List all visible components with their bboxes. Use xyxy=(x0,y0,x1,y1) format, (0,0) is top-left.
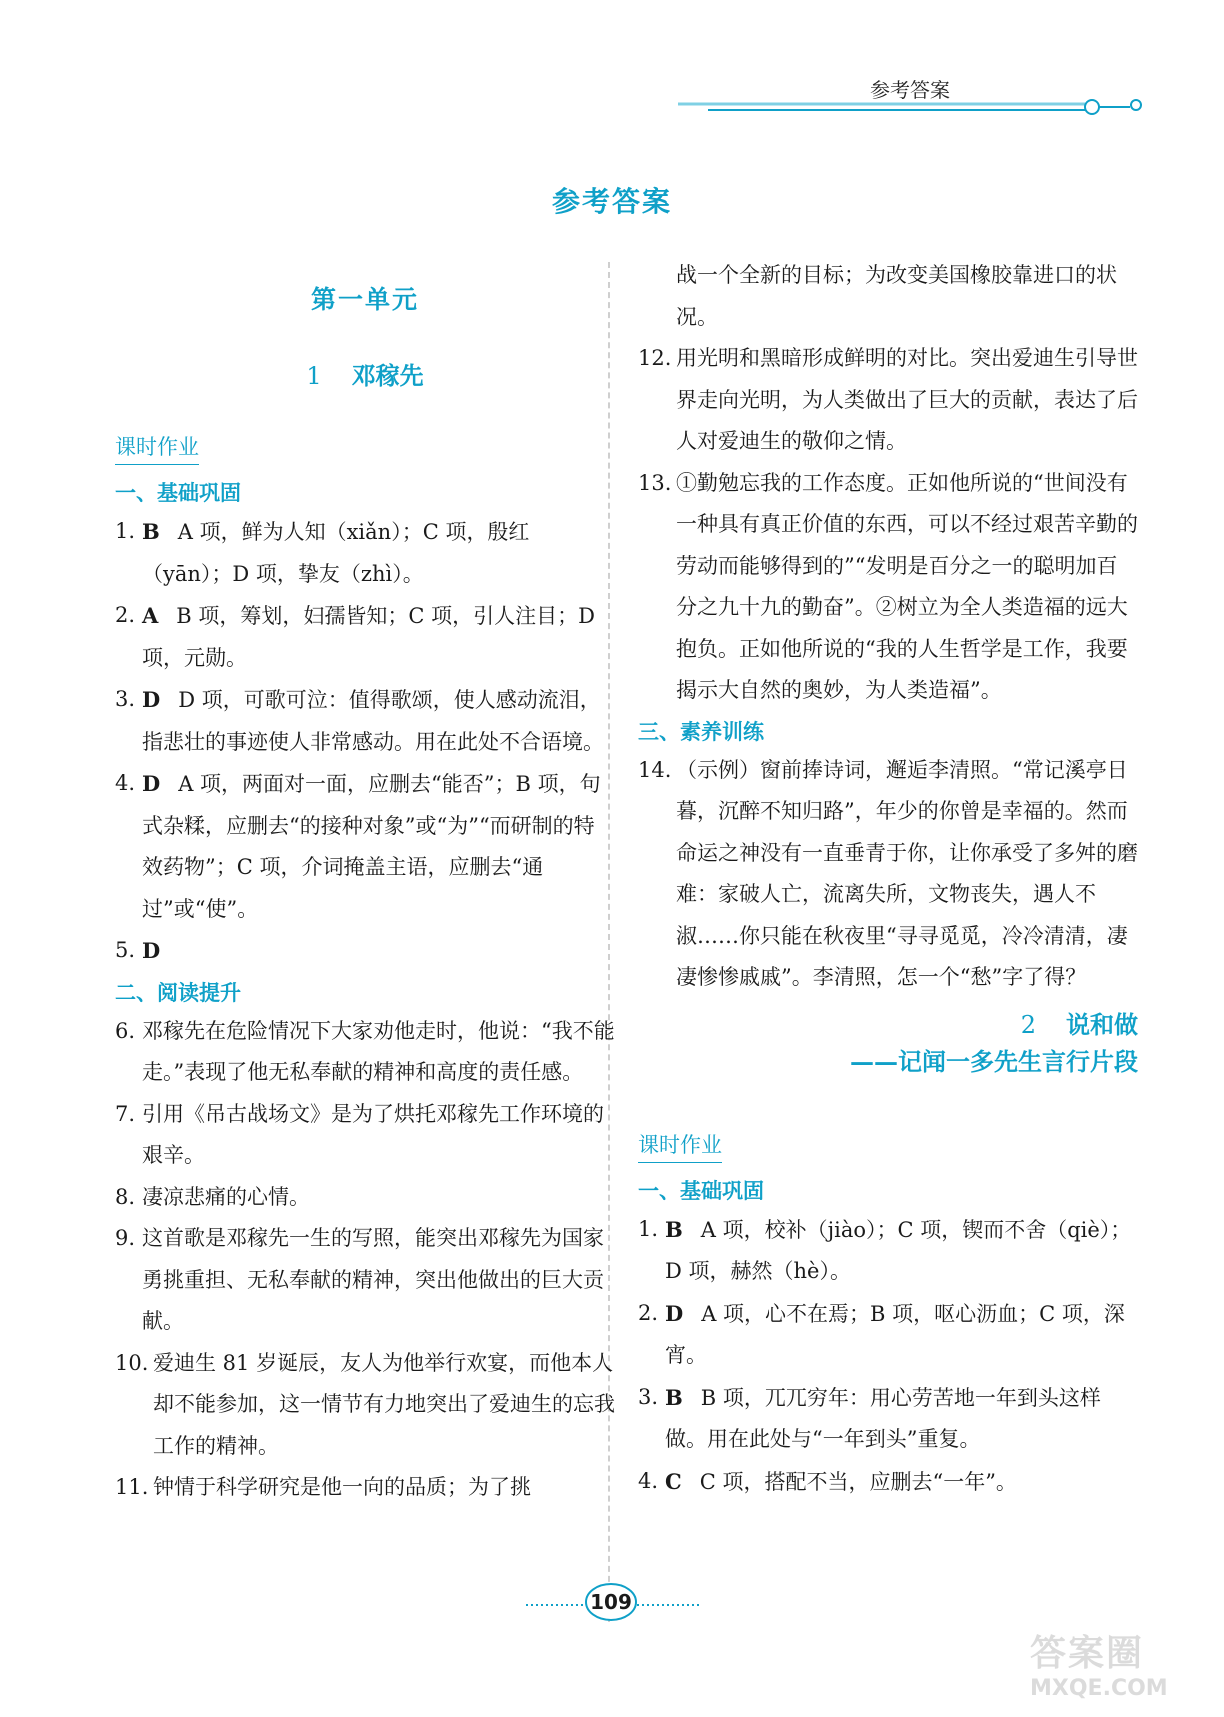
lesson-name: 邓稼先 xyxy=(351,361,424,390)
answer-choice: B xyxy=(665,1216,683,1242)
answer-text: 凄凉悲痛的心情。 xyxy=(142,1184,310,1209)
item-number: 12. xyxy=(638,346,672,370)
answer-choice: B xyxy=(142,519,160,544)
item-number: 2. xyxy=(115,603,136,627)
section-heading: 二、阅读提升 xyxy=(115,980,241,1005)
answer-text: ①勤勉忘我的工作态度。正如他所说的“世间没有一种具有真正价值的东西，可以不经过艰苦辛勤的劳动而能够得到的”“发明是百分之一的聪明加百分之九十九的勤奋”。②树立为全人类造福的远大抱负。正如他所说的“我的人生哲学是工作，我要揭示大自然的奥妙，为人类造福”。 xyxy=(676,470,1138,702)
answer-text: D 项，可歌可泣：值得歌颂，使人感动流泪，指悲壮的事迹使人非常感动。用在此处不合语境。 xyxy=(142,688,604,754)
item-number: 1. xyxy=(115,519,136,543)
homework-label: 课时作业 xyxy=(638,1129,722,1163)
section-heading: 一、基础巩固 xyxy=(115,481,241,505)
section-heading: 一、基础巩固 xyxy=(638,1178,764,1203)
answer-text: C 项，搭配不当，应删去“一年”。 xyxy=(699,1469,1017,1494)
answer-text: B 项，筹划，妇孺皆知；C 项，引人注目；D 项，元勋。 xyxy=(142,604,595,670)
item-number: 5. xyxy=(115,938,136,962)
page-title: 参考答案 xyxy=(551,185,672,218)
watermark-logo xyxy=(1030,1625,1220,1715)
lesson-number: 1 xyxy=(306,362,322,390)
answer-text: 用光明和黑暗形成鲜明的对比。突出爱迪生引导世界走向光明，为人类做出了巨大的贡献，表达了后人对爱迪生的敬仰之情。 xyxy=(676,346,1138,453)
item-number: 14. xyxy=(638,757,672,782)
answer-choice: D xyxy=(142,938,161,963)
answer-choice: D xyxy=(142,687,161,712)
answer-choice: D xyxy=(665,1300,684,1326)
answer-text: 爱迪生 81 岁诞辰，友人为他举行欢宴，而他本人却不能参加，这一情节有力地突出了爱迪生的忘我工作的精神。 xyxy=(153,1350,615,1458)
answer-text: B 项，兀兀穷年：用心劳苦地一年到头这样做。用在此处与“一年到头”重复。 xyxy=(665,1385,1101,1451)
answer-text: A 项，校补（jiào）；C 项，锲而不舍（qiè）；D 项，赫然（hè）。 xyxy=(665,1217,1132,1283)
answer-text: A 项，心不在焉；B 项，呕心沥血；C 项，深宵。 xyxy=(665,1301,1125,1367)
answer-text: 钟情于科学研究是他一向的品质；为了挑 xyxy=(153,1475,531,1499)
answer-text: A 项，鲜为人知（xiǎn）；C 项，殷红（yān）；D 项，挚友（zhì）。 xyxy=(142,520,530,586)
item-number: 10. xyxy=(115,1350,149,1375)
answer-text: 邓稼先在危险情况下大家劝他走时，他说：“我不能走。”表现了他无私奉献的精神和高度的责任感。 xyxy=(142,1018,615,1084)
item-number: 11. xyxy=(115,1475,149,1499)
item-number: 7. xyxy=(115,1101,136,1126)
answer-text: A 项，两面对一面，应删去“能否”；B 项，句式杂糅，应删去“的接种对象”或“为”“而研制的特效药物”；C 项，介词掩盖主语，应删去“通过”或“使”。 xyxy=(142,772,601,921)
item-number: 8. xyxy=(115,1184,136,1209)
watermark-top: 答案圈 xyxy=(1030,1633,1145,1674)
answer-continuation: 战一个全新的目标；为改变美国橡胶靠进口的状况。 xyxy=(676,263,1117,329)
answer-choice: B xyxy=(665,1384,683,1410)
lesson-number: 2 xyxy=(1020,1010,1036,1039)
unit-title: 第一单元 xyxy=(310,285,419,314)
watermark-bottom: MXQE.COM xyxy=(1030,1676,1168,1701)
item-number: 6. xyxy=(115,1018,136,1043)
answer-text: 这首歌是邓稼先一生的写照，能突出邓稼先为国家勇挑重担、无私奉献的精神，突出他做出的巨大贡献。 xyxy=(142,1226,604,1333)
answer-choice: A xyxy=(142,603,159,628)
answer-text: （示例）窗前捧诗词，邂逅李清照。“常记溪亭日暮，沉醉不知归路”，年少的你曾是幸福的。然而命运之神没有一直垂青于你，让你承受了多舛的磨难：家破人亡，流离失所，文物丧失，遇人不淑……你只能在秋夜里“寻寻觅觅，冷冷清清，凄凄惨惨戚戚”。李清照，怎一个“愁”字了得？ xyxy=(676,757,1138,989)
answer-choice: C xyxy=(665,1468,682,1494)
header-label: 参考答案 xyxy=(870,78,950,102)
answer-choice: D xyxy=(142,771,161,796)
item-number: 3. xyxy=(115,687,136,711)
item-number: 2. xyxy=(638,1300,659,1325)
page-number: 109 xyxy=(590,1590,632,1614)
item-number: 3. xyxy=(638,1384,659,1409)
section-heading: 三、素养训练 xyxy=(638,719,764,744)
homework-label: 课时作业 xyxy=(115,431,199,465)
answer-text: 引用《吊古战场文》是为了烘托邓稼先工作环境的艰辛。 xyxy=(142,1101,604,1167)
item-number: 4. xyxy=(638,1468,659,1493)
lesson-name: 说和做 xyxy=(1066,1009,1138,1039)
lesson-subtitle: ——记闻一多先生言行片段 xyxy=(850,1046,1138,1076)
item-number: 9. xyxy=(115,1226,136,1250)
item-number: 13. xyxy=(638,470,672,495)
item-number: 4. xyxy=(115,771,136,795)
item-number: 1. xyxy=(638,1216,659,1241)
